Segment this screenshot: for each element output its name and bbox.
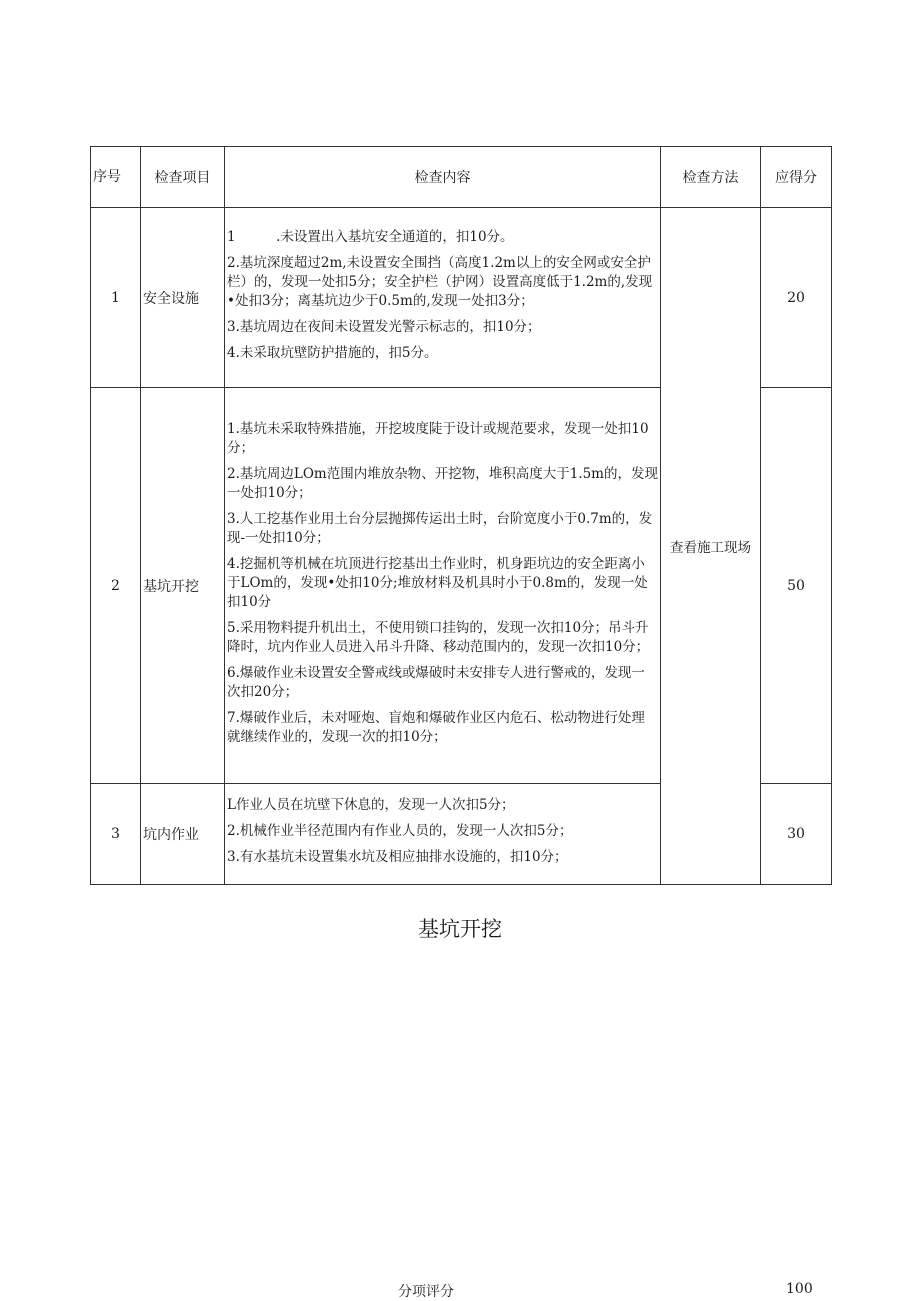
header-no: 序号 [91,147,141,208]
row-score: 30 [761,784,832,885]
row-content [225,784,661,885]
table-row [91,208,832,388]
content-line: 3.基坑周边在夜间未设置发光警示标志的，扣10分； [227,318,541,335]
row-score: 20 [761,208,832,388]
inspection-table [90,146,832,885]
content-line: 2.基坑深度超过2m,未设置安全围挡（高度1.2m以上的安全网或安全护栏）的，发现一处扣5分；安全护栏（护网）设置高度低于1.2m的,发现•处扣3分；离基坑边少于0.5m的,发现一处扣3分； [227,254,653,309]
row-item: 坑内作业 [141,784,225,885]
inspection-method: 查看施工现场 [661,208,761,885]
header-score: 应得分 [761,147,832,208]
content-line: 6.爆破作业未设置安全警戒线或爆破时未安排专人进行警戒的，发现一次扣20分； [227,664,645,700]
table-header-row [91,147,832,208]
row-score: 50 [761,388,832,784]
header-method: 检查方法 [661,147,761,208]
content-line: 1 .未设置出入基坑安全通道的，扣10分。 [227,228,514,245]
section-caption: 基坑开挖 [418,917,502,941]
content-line: 3.有水基坑未设置集水坑及相应抽排水设施的，扣10分； [227,849,568,865]
content-line: 2.机械作业半径范围内有作业人员的，发现一人次扣5分； [227,823,573,839]
row-content [225,208,661,388]
content-line: L作业人员在坑壁下休息的，发现一人次扣5分； [227,797,515,813]
content-line: 4.挖掘机等机械在坑顶进行挖基出土作业时，机身距坑边的安全距离小于LOm的，发现•处扣10分;堆放材料及机具时小于0.8m的，发现一处扣10分 [227,555,648,610]
content-line: 1.基坑未采取特殊措施，开挖坡度陡于设计或规范要求，发现一处扣10分； [227,420,649,456]
row-item: 基坑开挖 [141,388,225,784]
row-no: 3 [91,784,141,885]
content-line: 2.基坑周边LOm范围内堆放杂物、开挖物，堆积高度大于1.5m的，发现一处扣10分； [227,465,658,501]
row-item: 安全设施 [141,208,225,388]
content-line: 3.人工挖基作业用土台分层抛掷传运出土时，台阶宽度小于0.7m的，发现-一处扣10分； [227,510,653,546]
header-item: 检查项目 [141,147,225,208]
content-line: 5.采用物料提升机出土，不使用锁口挂钩的，发现一次扣10分；吊斗升降时，坑内作业人员进入吊斗升降、移动范围内的，发现一次扣10分； [227,619,650,655]
row-content [225,388,661,784]
footer-total: 100 [786,1281,813,1297]
header-content: 检查内容 [225,147,661,208]
footer-label: 分项评分 [398,1284,454,1300]
content-line: 4.未采取坑壁防护措施的，扣5分。 [227,344,438,361]
content-line: 7.爆破作业后，未对哑炮、盲炮和爆破作业区内危石、松动物进行处理就继续作业的，发现一次的扣10分； [227,709,645,745]
row-no: 1 [91,208,141,388]
row-no: 2 [91,388,141,784]
